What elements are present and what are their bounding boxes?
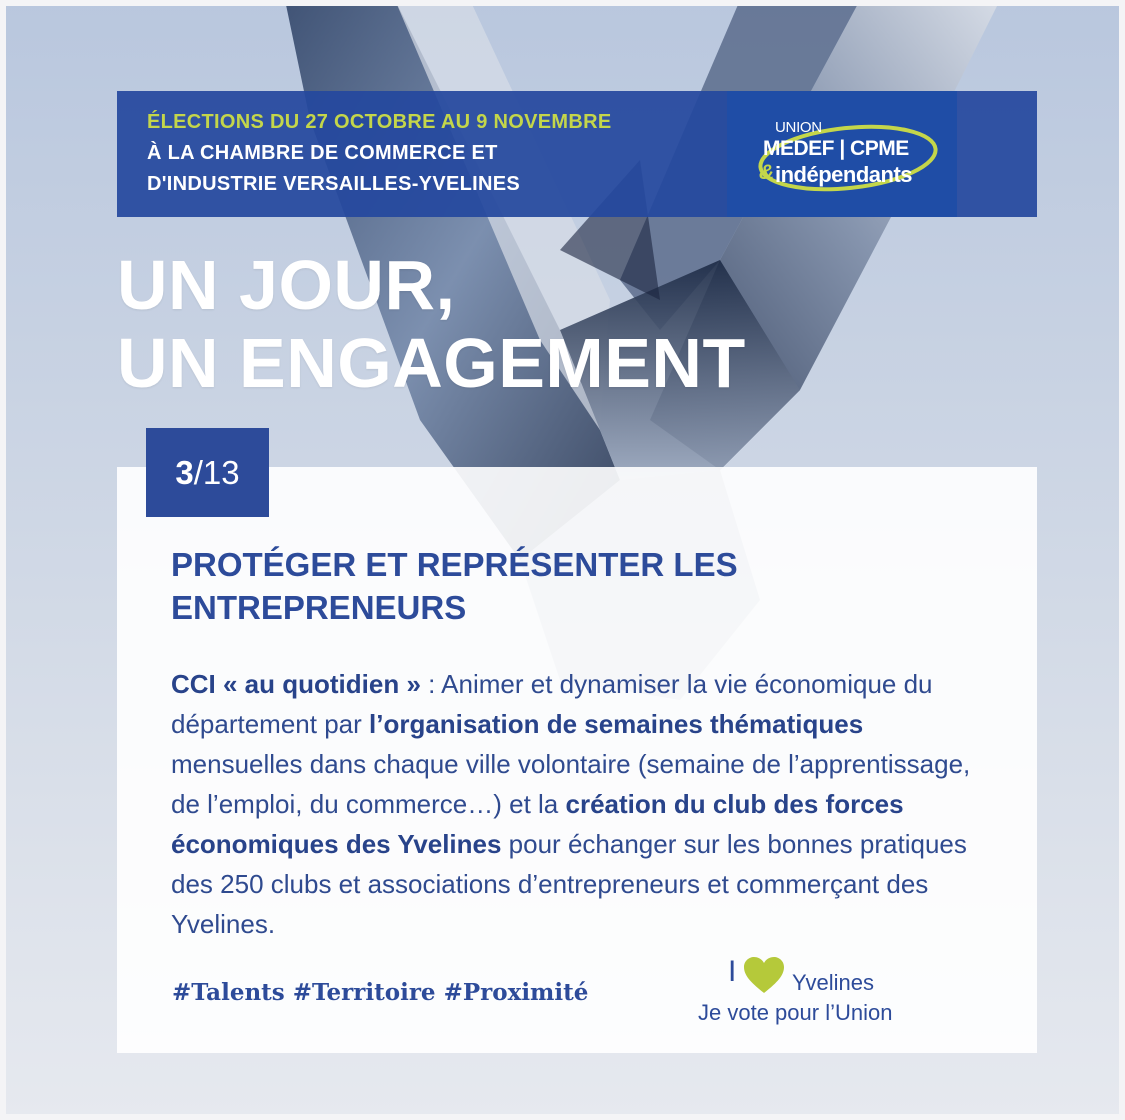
page-counter-badge xyxy=(146,428,269,517)
logo-union-text: UNION xyxy=(775,119,822,136)
headline-line2: UN ENGAGEMENT xyxy=(117,324,746,402)
headline-line1: UN JOUR, xyxy=(117,246,456,324)
section-title: PROTÉGER ET REPRÉSENTER LES ENTREPRENEURS xyxy=(171,546,738,626)
page-counter-total: /13 xyxy=(193,453,240,491)
body-strong-2: l’organisation de semaines thématiques xyxy=(369,709,864,739)
logo-independants-text: indépendants xyxy=(775,162,913,187)
body-text-2: mensuelles dans chaque ville volontaire (semaine de l’apprentissage, de l’emploi, du commerce…) et la xyxy=(171,749,971,819)
body-strong-3: création du club des forces économiques des Yvelines xyxy=(171,789,904,859)
body-strong-1: CCI « au quotidien » xyxy=(171,669,421,699)
heart-icon xyxy=(742,955,786,995)
i-love-yvelines-logo xyxy=(698,955,928,1025)
footer-tagline: Je vote pour l’Union xyxy=(698,1000,893,1025)
election-venue-line1: À LA CHAMBRE DE COMMERCE ET xyxy=(147,142,498,164)
body-text-1: : Animer et dynamiser la vie économique du département par xyxy=(171,669,933,739)
body-paragraph xyxy=(171,664,971,944)
election-banner xyxy=(117,91,1037,217)
page-counter-current: 3 xyxy=(175,453,194,491)
election-dates: ÉLECTIONS DU 27 OCTOBRE AU 9 NOVEMBRE xyxy=(147,111,612,133)
footer-place-name: Yvelines xyxy=(792,970,874,995)
hashtags: #Talents #Territoire #Proximité xyxy=(172,979,589,1006)
election-venue-line2: D'INDUSTRIE VERSAILLES-YVELINES xyxy=(147,173,520,195)
union-logo xyxy=(727,91,957,217)
footer-i-letter: I xyxy=(728,955,737,988)
logo-ampersand: & xyxy=(759,161,775,184)
body-text-3: pour échanger sur les bonnes pratiques des 250 clubs et associations d’entrepreneurs et commerçant des Yvelines. xyxy=(171,829,967,939)
logo-medef-cpme-text: MEDEF | CPME xyxy=(763,137,909,160)
main-headline xyxy=(117,246,746,402)
